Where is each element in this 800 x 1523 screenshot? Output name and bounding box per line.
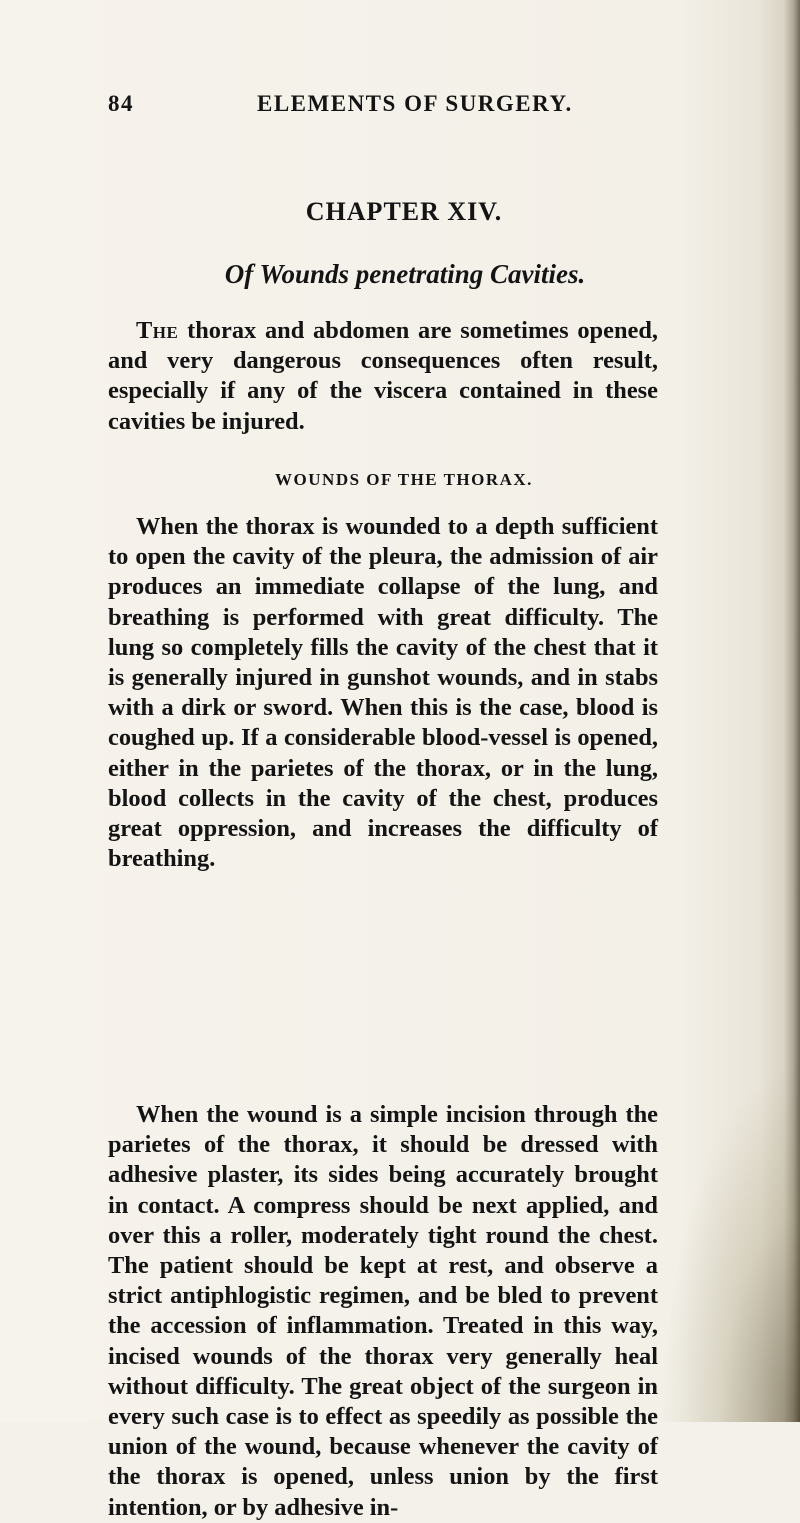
intro-text: thorax and abdomen are sometimes opened, and very dangerous consequences often result, especially if any of the viscera contained in these cavities be injured. bbox=[108, 317, 658, 435]
running-head-title: ELEMENTS OF SURGERY. bbox=[257, 91, 573, 116]
page-number: 84 bbox=[108, 91, 134, 116]
section-heading: WOUNDS OF THE THORAX. bbox=[275, 470, 533, 489]
running-head bbox=[108, 91, 658, 123]
chapter-title: CHAPTER XIV. bbox=[305, 197, 503, 226]
intro-lead-word: The bbox=[136, 317, 179, 344]
page-corner-stain bbox=[660, 1062, 800, 1422]
chapter-subtitle: Of Wounds penetrating Cavities. bbox=[224, 259, 586, 289]
paragraph-text: When the wound is a simple incision through the parietes of the thorax, it should be dressed with adhesive plaster, its sides being accurately brought in contact. A compress should be next applied, and over this a roller, moderately tight round the chest. The patient should be kept at rest, and observe a strict antiphlogistic regimen, and be bled to prevent the accession of inflammation. Treated in this way, incised wounds of the thorax very generally heal without difficulty. The great object of the surgeon in every such case is to effect as speedily as possible the union of the wound, because whenever the cavity of the thorax is opened, unless union by the first intention, or by adhesive in- bbox=[108, 1101, 658, 1521]
intro-paragraph bbox=[108, 316, 658, 437]
paragraph-text: When the thorax is wounded to a depth sufficient to open the cavity of the pleura, the admission of air produces an immediate collapse of the lung, and breathing is performed with great difficulty. The lung so completely fills the cavity of the chest that it is generally injured in gunshot wounds, and in stabs with a dirk or sword. When this is the case, blood is coughed up. If a considerable blood-vessel is opened, either in the parietes of the thorax, or in the lung, blood collects in the cavity of the chest, produces great oppression, and increases the difficulty of breathing. bbox=[108, 513, 658, 873]
body-paragraph-1 bbox=[108, 512, 658, 874]
body-paragraph-2 bbox=[108, 1100, 658, 1523]
